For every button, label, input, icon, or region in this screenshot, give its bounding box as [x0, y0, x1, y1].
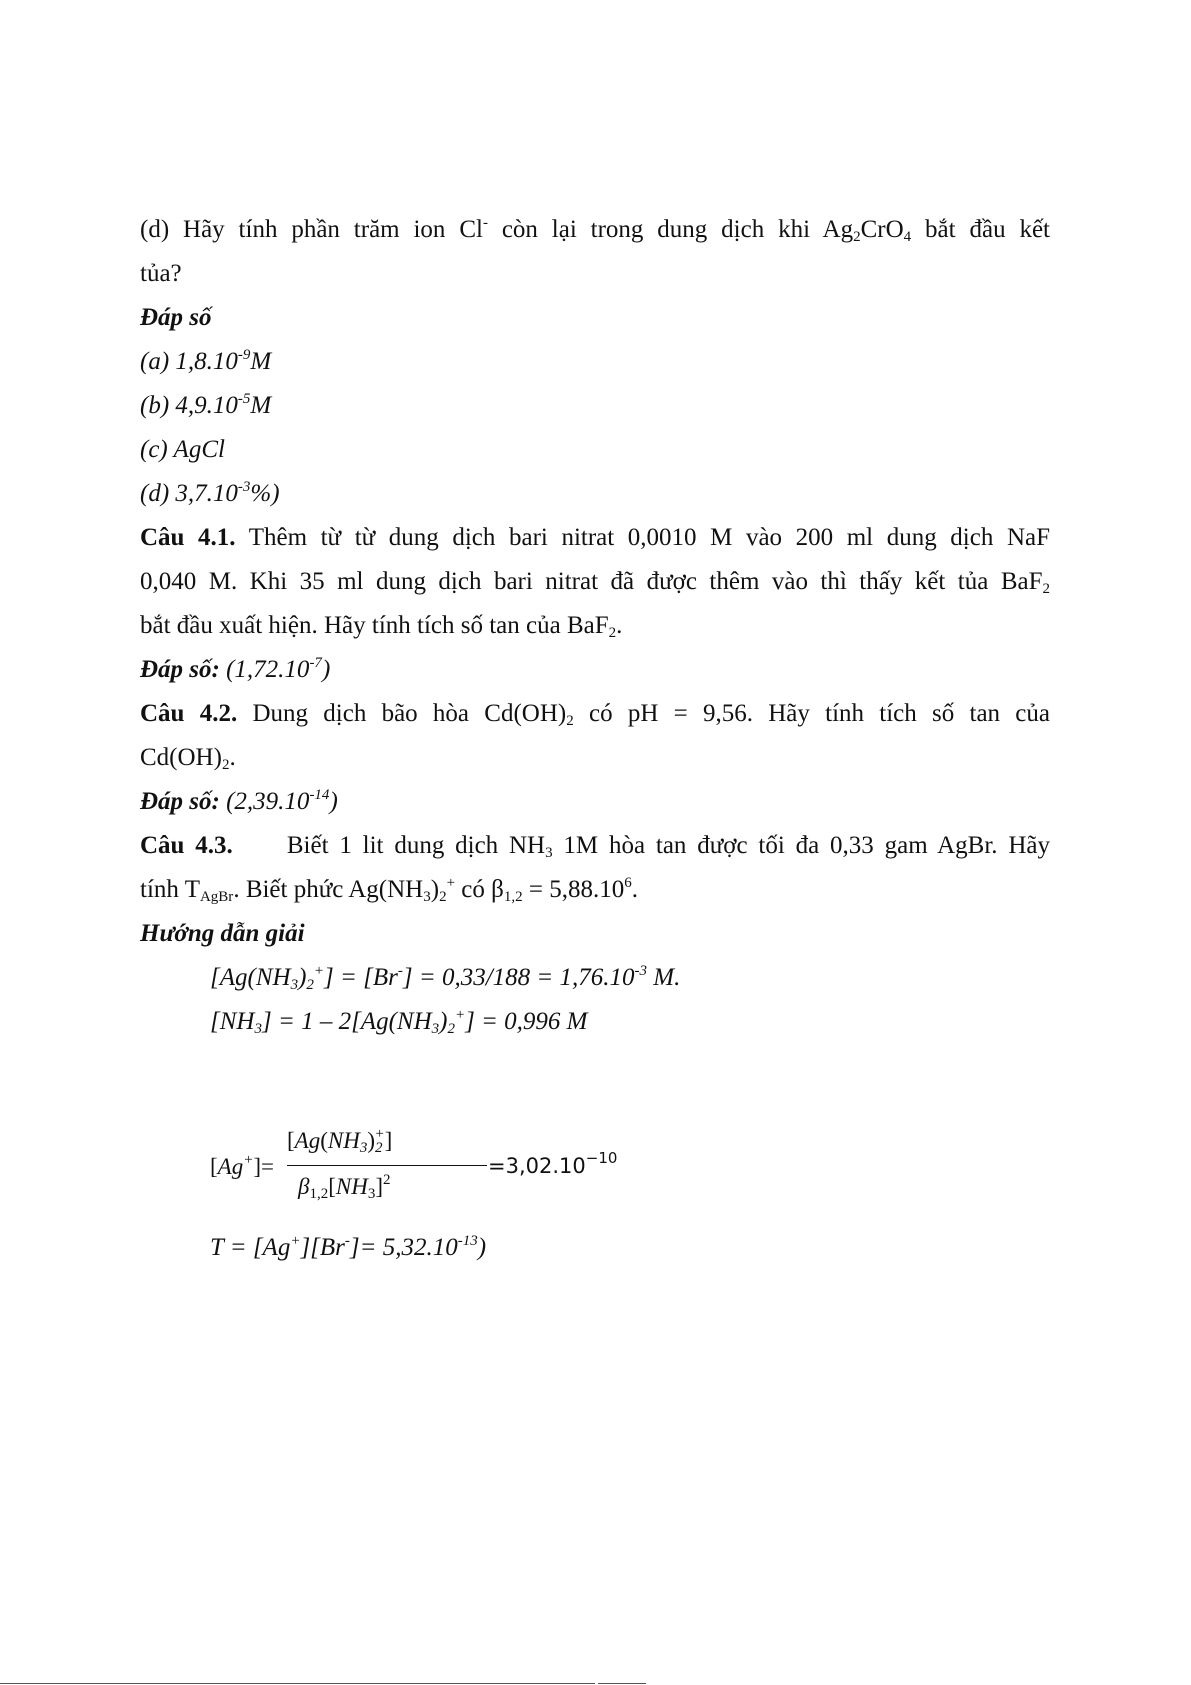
- guide-heading: Hướng dẫn giải: [140, 920, 305, 947]
- answer-d: (d) $3,7.10^{-3}\%$): [140, 479, 280, 507]
- question-4-1-answer: Đáp số: $(1,72.10^{-7})$: [140, 655, 331, 683]
- equation-3-fraction: [210, 1118, 710, 1218]
- question-4-1-line-1: Câu 4.1. Thêm từ từ dung dịch bari nitrat 0,0010 M vào 200 ml dung dịch NaF: [140, 524, 1050, 551]
- question-4-1-line-3: bắt đầu xuất hiện. Hãy tính tích số tan của BaF$_2$.: [140, 612, 623, 641]
- question-d-line-1: (d) Hãy tính phần trăm ion Cl- còn lại trong dung dịch khi $Ag_2CrO_4$ bắt đầu kết: [140, 215, 1050, 245]
- footer-rule-short: [598, 1683, 646, 1684]
- question-d-line-2: tủa?: [140, 260, 182, 287]
- question-4-1-line-2: 0,040 M. Khi 35 ml dung dịch bari nitrat đã được thêm vào thì thấy kết tủa BaF$_2$: [140, 568, 1050, 597]
- question-4-2-line-1: Câu 4.2. Dung dịch bão hòa $Cd(OH)_2$ có pH = 9,56. Hãy tính tích số tan của: [140, 700, 1050, 729]
- question-4-2-answer: Đáp số: $(2,39.10^{-14})$: [140, 787, 338, 815]
- answer-c: (c) AgCl: [140, 436, 225, 463]
- fraction-bar: [287, 1165, 487, 1166]
- equation-3-rhs: $=3,02.10^{-10}$: [488, 1149, 618, 1178]
- question-4-2-line-2: $Cd(OH)_2$.: [140, 744, 236, 773]
- equation-3-numerator: $[Ag(NH_3)_2^+]$: [287, 1126, 393, 1156]
- footer-rule: [0, 1683, 595, 1684]
- question-4-3-line-2: tính $T_{AgBr}$. Biết phức $Ag(NH_3)_2^+$ có $\beta_{1,2} = 5,88.10^6$.: [140, 875, 638, 905]
- question-4-3-line-1: Câu 4.3. Biết 1 lit dung dịch $NH_3$ 1M hòa tan được tối đa 0,33 gam AgBr. Hãy: [140, 832, 1050, 861]
- answer-b: (b) $4,9.10^{-5}M$: [140, 391, 272, 419]
- equation-3-lhs: [Ag+]=: [210, 1152, 274, 1179]
- answer-a: (a) $1,8.10^{-9}M$: [140, 347, 272, 375]
- equation-4: $T = [Ag^+][Br^-]= 5,32.10^{-13}$): [210, 1233, 487, 1261]
- equation-1: $[Ag(NH_3)_2^+] = [Br^-] = 0,33/188 = 1,76.10^{-3}$ M.: [210, 963, 681, 993]
- equation-3-denominator: $\beta_{1,2}[NH_3]^2$: [298, 1172, 391, 1202]
- answer-heading: Đáp số: [140, 304, 212, 331]
- equation-2: $[NH_3] = 1 - 2[Ag(NH_3)_2^+] = 0,996$ M: [210, 1007, 588, 1037]
